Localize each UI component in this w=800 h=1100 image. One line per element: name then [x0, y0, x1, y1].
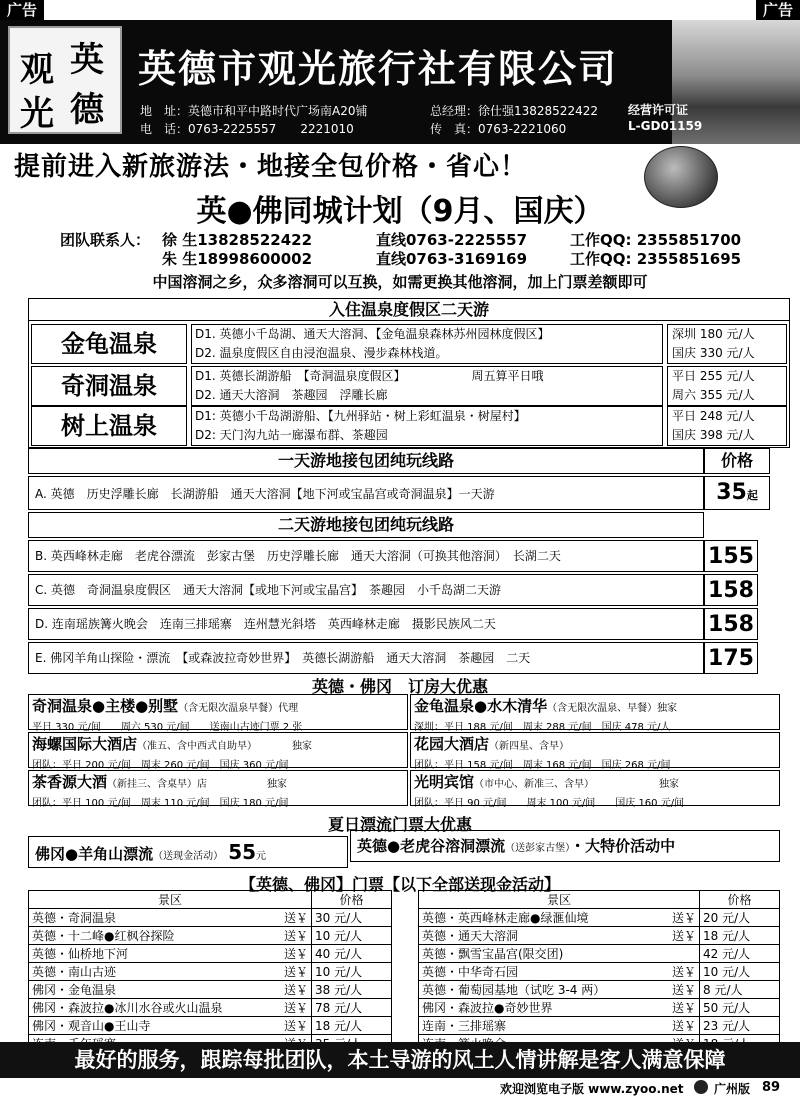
itinerary-day2: D2. 温泉度假区自由浸泡温泉、漫步森林栈道。	[195, 346, 448, 360]
oneday-route: A. 英德 历史浮雕长廊 长湖游船 通天大溶洞【地下河或宝晶宫或奇洞温泉】一天游	[28, 476, 704, 510]
site-link[interactable]: 欢迎浏览电子版 www.zyoo.net	[500, 1082, 684, 1096]
ticket-price: 8 元/人	[700, 981, 780, 999]
ticket-gift: 送￥	[274, 927, 312, 945]
hotel-note: （准五、含中西式自助早） 独家	[137, 741, 313, 752]
oneday-title: 一天游地接包团纯玩线路	[28, 448, 704, 474]
rafting-left-price: 55	[228, 840, 257, 864]
contact-person-2: 朱 生18998600002	[162, 250, 313, 268]
ticket-price: 42 元/人	[700, 945, 780, 963]
table-row	[29, 1017, 392, 1035]
ticket-name: 英德・飘雪宝晶宫(限交团)	[419, 945, 661, 963]
contact-line-1: 直线0763-2225557	[376, 231, 528, 249]
company-name: 英德市观光旅行社有限公司	[138, 46, 619, 91]
notice: 中国溶洞之乡，众多溶洞可以互换，如需更换其他溶洞，加上门票差额即可	[152, 273, 648, 291]
itinerary-day1: D1. 英德长湖游船 【奇洞温泉度假区】 周五算平日哦	[195, 369, 544, 383]
rafting-left-name: 佛冈●羊角山漂流	[35, 845, 154, 863]
col-price: 价格	[700, 891, 780, 909]
twoday-route: B. 英西峰林走廊 老虎谷漂流 彭家古堡 历史浮雕长廊 通天大溶洞（可换其他溶洞） 长湖二天	[28, 540, 704, 572]
logo-char: 观	[20, 50, 54, 90]
contact-qq-1: 工作QQ: 2355851700	[570, 231, 742, 249]
hotel-card	[410, 732, 780, 771]
ticket-gift: 送￥	[661, 999, 700, 1017]
hotel-name: 茶香源大酒	[32, 773, 108, 791]
twoday-route: C. 英德 奇洞温泉度假区 通天大溶洞【或地下河或宝晶宫】 茶趣园 小千岛湖二天游	[28, 574, 704, 606]
contact-label: 团队联系人：	[60, 231, 151, 249]
headline: 提前进入新旅游法・地接全包价格・省心！	[14, 152, 528, 182]
hotel-detail: 平日 330 元/间 周六 530 元/间 送南山古迹门票 2 张	[32, 722, 303, 733]
ticket-name: 英德・南山古迹	[29, 963, 274, 981]
hotels-title: 英德・佛冈 订房大优惠	[311, 677, 488, 696]
logo-char: 英	[70, 40, 104, 80]
hotel-name: 花园大酒店	[414, 735, 490, 753]
tickets-table-left	[28, 890, 392, 1053]
twoday-price: 175	[704, 642, 758, 674]
price-1: 平日 255 元/人	[672, 369, 755, 383]
hotel-card	[410, 770, 780, 809]
ticket-gift: 送￥	[274, 945, 312, 963]
hotel-name: 光明宾馆	[414, 773, 475, 791]
twoday-route: D. 连南瑶族篝火晚会 连南三排瑶寨 连州慧光斜塔 英西峰林走廊 摄影民族风二天	[28, 608, 704, 640]
table-row	[29, 945, 392, 963]
ticket-gift: 送￥	[661, 1017, 700, 1035]
header-banner	[0, 20, 800, 144]
table-row	[419, 927, 780, 945]
hotspring-itinerary	[191, 406, 663, 446]
hotel-detail: 团队：平日 100 元/间 周末 110 元/间 国庆 180 元/间	[32, 798, 289, 809]
twoday-price: 158	[704, 574, 758, 606]
rafting-right-note: （送彭家古堡）	[505, 843, 571, 854]
itinerary-day1: D1: 英德小千岛湖游船、【九州驿站・树上彩虹温泉・树屋村】	[195, 409, 526, 423]
ticket-gift: 送￥	[274, 963, 312, 981]
ticket-gift: 送￥	[274, 981, 312, 999]
hotel-detail: 团队：平日 200 元/间 周末 260 元/间 国庆 360 元/间	[32, 760, 289, 771]
company-logo	[8, 26, 122, 134]
rafting-title: 夏日漂流门票大优惠	[327, 815, 472, 834]
ticket-name: 英德・英西峰林走廊●绿滙仙境	[419, 909, 661, 927]
tickets-title: 【英德、佛冈】门票【以下全部送现金活动】	[239, 875, 560, 894]
contact-person-1: 徐 生13828522422	[162, 231, 313, 249]
table-header	[29, 891, 392, 909]
ticket-name: 佛冈・森波拉●冰川水谷或火山温泉	[29, 999, 274, 1017]
ticket-name: 佛冈・森波拉●奇妙世界	[419, 999, 661, 1017]
ticket-name: 英德・奇洞温泉	[29, 909, 274, 927]
ticket-gift: 送￥	[661, 909, 700, 927]
contact-qq-2: 工作QQ: 2355851695	[570, 250, 742, 268]
twoday-price: 158	[704, 608, 758, 640]
ticket-gift: 送￥	[661, 981, 700, 999]
table-row	[419, 999, 780, 1017]
license-title: 经营许可证	[628, 103, 689, 117]
page-number: 89	[762, 1080, 781, 1095]
hotel-card	[410, 694, 780, 733]
table-row	[419, 1017, 780, 1035]
hotel-note: （市中心、新准三、含早） 独家	[474, 779, 680, 790]
ticket-price: 10 元/人	[312, 963, 392, 981]
ticket-name: 英德・十二峰●红枫谷探险	[29, 927, 274, 945]
hotel-name: 金龟温泉●水木清华	[414, 697, 548, 715]
ticket-price: 10 元/人	[312, 927, 392, 945]
price-2: 周六 355 元/人	[672, 388, 755, 402]
col-price: 价格	[312, 891, 392, 909]
ticket-name: 英德・仙桥地下河	[29, 945, 274, 963]
fax: 传 真：0763-2221060	[430, 122, 567, 136]
ticket-name: 连南・三排瑶寨	[419, 1017, 661, 1035]
ticket-price: 30 元/人	[312, 909, 392, 927]
oneday-price-suffix: 起	[746, 489, 758, 502]
edition: 广州版	[714, 1082, 751, 1096]
ticket-name: 英德・中华奇石园	[419, 963, 661, 981]
hotel-card	[28, 732, 408, 771]
table-row	[29, 927, 392, 945]
twoday-price: 155	[704, 540, 758, 572]
table-row	[419, 945, 780, 963]
hotel-card	[28, 770, 408, 809]
twoday-route: E. 佛冈羊角山探险・漂流 【或森波拉奇妙世界】 英德长湖游船 通天大溶洞 茶趣园 二天	[28, 642, 704, 674]
hotel-name: 海螺国际大酒店	[32, 735, 138, 753]
ticket-name: 英德・葡萄园基地（试吃 3-4 两）	[419, 981, 661, 999]
price-1: 平日 248 元/人	[672, 409, 755, 423]
plan-title: 英●佛同城计划（9月、国庆）	[196, 194, 604, 229]
address: 地 址：英德市和平中路时代广场南A20铺	[140, 104, 368, 118]
hotel-detail: 深圳：平日 188 元/间 周末 288 元/间 国庆 478 元/人	[414, 722, 671, 733]
ticket-price: 23 元/人	[700, 1017, 780, 1035]
ticket-gift: 送￥	[661, 963, 700, 981]
rafting-right-name: 英德●老虎谷溶洞漂流	[357, 837, 506, 855]
ticket-price: 38 元/人	[312, 981, 392, 999]
contact-line-2: 直线0763-3169169	[376, 250, 528, 268]
badge-icon	[694, 1080, 708, 1094]
ticket-gift: 送￥	[274, 909, 312, 927]
rafting-right	[350, 830, 780, 862]
table-row	[29, 963, 392, 981]
col-scene: 景区	[29, 891, 312, 909]
hotspring-price	[667, 366, 787, 406]
license	[628, 102, 702, 134]
itinerary-day2: D2. 通天大溶洞 茶趣园 浮雕长廊	[195, 388, 388, 402]
hotel-note: （含无限次温泉、早餐）独家	[547, 703, 678, 714]
ticket-price: 18 元/人	[700, 927, 780, 945]
itinerary-day1: D1. 英德小千岛湖、通天大溶洞、【金龟温泉森林苏州园林度假区】	[195, 327, 550, 341]
rafting-left-note: （送现金活动）	[153, 851, 224, 862]
hotspring-title: 入住温泉度假区二天游	[29, 299, 789, 321]
logo-char: 光	[20, 94, 54, 134]
rafting-left-unit: 元	[256, 851, 267, 862]
hotel-card	[28, 694, 408, 733]
ticket-price: 50 元/人	[700, 999, 780, 1017]
hotel-detail: 团队：平日 90 元/间 周末 100 元/间 国庆 160 元/间	[414, 798, 685, 809]
price-1: 深圳 180 元/人	[672, 327, 755, 341]
ticket-price: 78 元/人	[312, 999, 392, 1017]
ticket-gift: 送￥	[274, 999, 312, 1017]
hotspring-name: 树上温泉	[31, 406, 187, 446]
table-row	[419, 963, 780, 981]
hotspring-itinerary	[191, 366, 663, 406]
twoday-title: 二天游地接包团纯玩线路	[28, 512, 704, 538]
hotel-note: （新挂三、含桌早）店 独家	[107, 779, 288, 790]
hotel-note: （含无限次温泉早餐）代理	[178, 703, 299, 714]
ticket-name: 佛冈・观音山●王山寺	[29, 1017, 274, 1035]
ticket-price: 18 元/人	[312, 1017, 392, 1035]
oneday-price	[704, 476, 770, 510]
hotspring-name: 金龟温泉	[31, 324, 187, 364]
table-row	[29, 999, 392, 1017]
itinerary-day2: D2: 天门沟九站一廊瀑布群、茶趣园	[195, 428, 388, 442]
ticket-price: 20 元/人	[700, 909, 780, 927]
price-2: 国庆 398 元/人	[672, 428, 755, 442]
table-row	[29, 909, 392, 927]
table-row	[29, 981, 392, 999]
table-header	[419, 891, 780, 909]
ticket-name: 佛冈・金龟温泉	[29, 981, 274, 999]
hotspring-itinerary	[191, 324, 663, 364]
hotspring-price	[667, 324, 787, 364]
ticket-gift	[661, 945, 700, 963]
rafting-left	[28, 836, 348, 868]
hotel-detail: 团队：平日 158 元/间 周末 168 元/间 国庆 268 元/间	[414, 760, 671, 771]
slogan-banner: 最好的服务，跟踪每批团队，本土导游的风土人情讲解是客人满意保障	[0, 1042, 800, 1078]
hotel-name: 奇洞温泉●主楼●别墅	[32, 697, 179, 715]
price-2: 国庆 330 元/人	[672, 346, 755, 360]
hotspring-section	[28, 298, 790, 448]
ticket-price: 10 元/人	[700, 963, 780, 981]
oneday-price-value: 35	[716, 480, 747, 505]
hotel-note: （新四星、含早）	[489, 741, 570, 752]
col-scene: 景区	[419, 891, 700, 909]
hotspring-price	[667, 406, 787, 446]
manager: 总经理：徐仕强13828522422	[430, 104, 598, 118]
table-row	[419, 981, 780, 999]
rafting-right-promo: ・大特价活动中	[570, 837, 676, 855]
license-number: L-GD01159	[628, 119, 703, 133]
ticket-price: 40 元/人	[312, 945, 392, 963]
ticket-gift: 送￥	[274, 1017, 312, 1035]
price-header: 价格	[704, 448, 770, 474]
hotspring-name: 奇洞温泉	[31, 366, 187, 406]
table-row	[419, 909, 780, 927]
tickets-table-right	[418, 890, 780, 1053]
phone: 电 话：0763-2225557 2221010	[140, 122, 354, 136]
logo-char: 德	[70, 90, 104, 130]
ad-tag-left: 广告	[0, 0, 44, 20]
ad-tag-right: 广告	[756, 0, 800, 20]
ticket-name: 英德・通天大溶洞	[419, 927, 661, 945]
ticket-gift: 送￥	[661, 927, 700, 945]
